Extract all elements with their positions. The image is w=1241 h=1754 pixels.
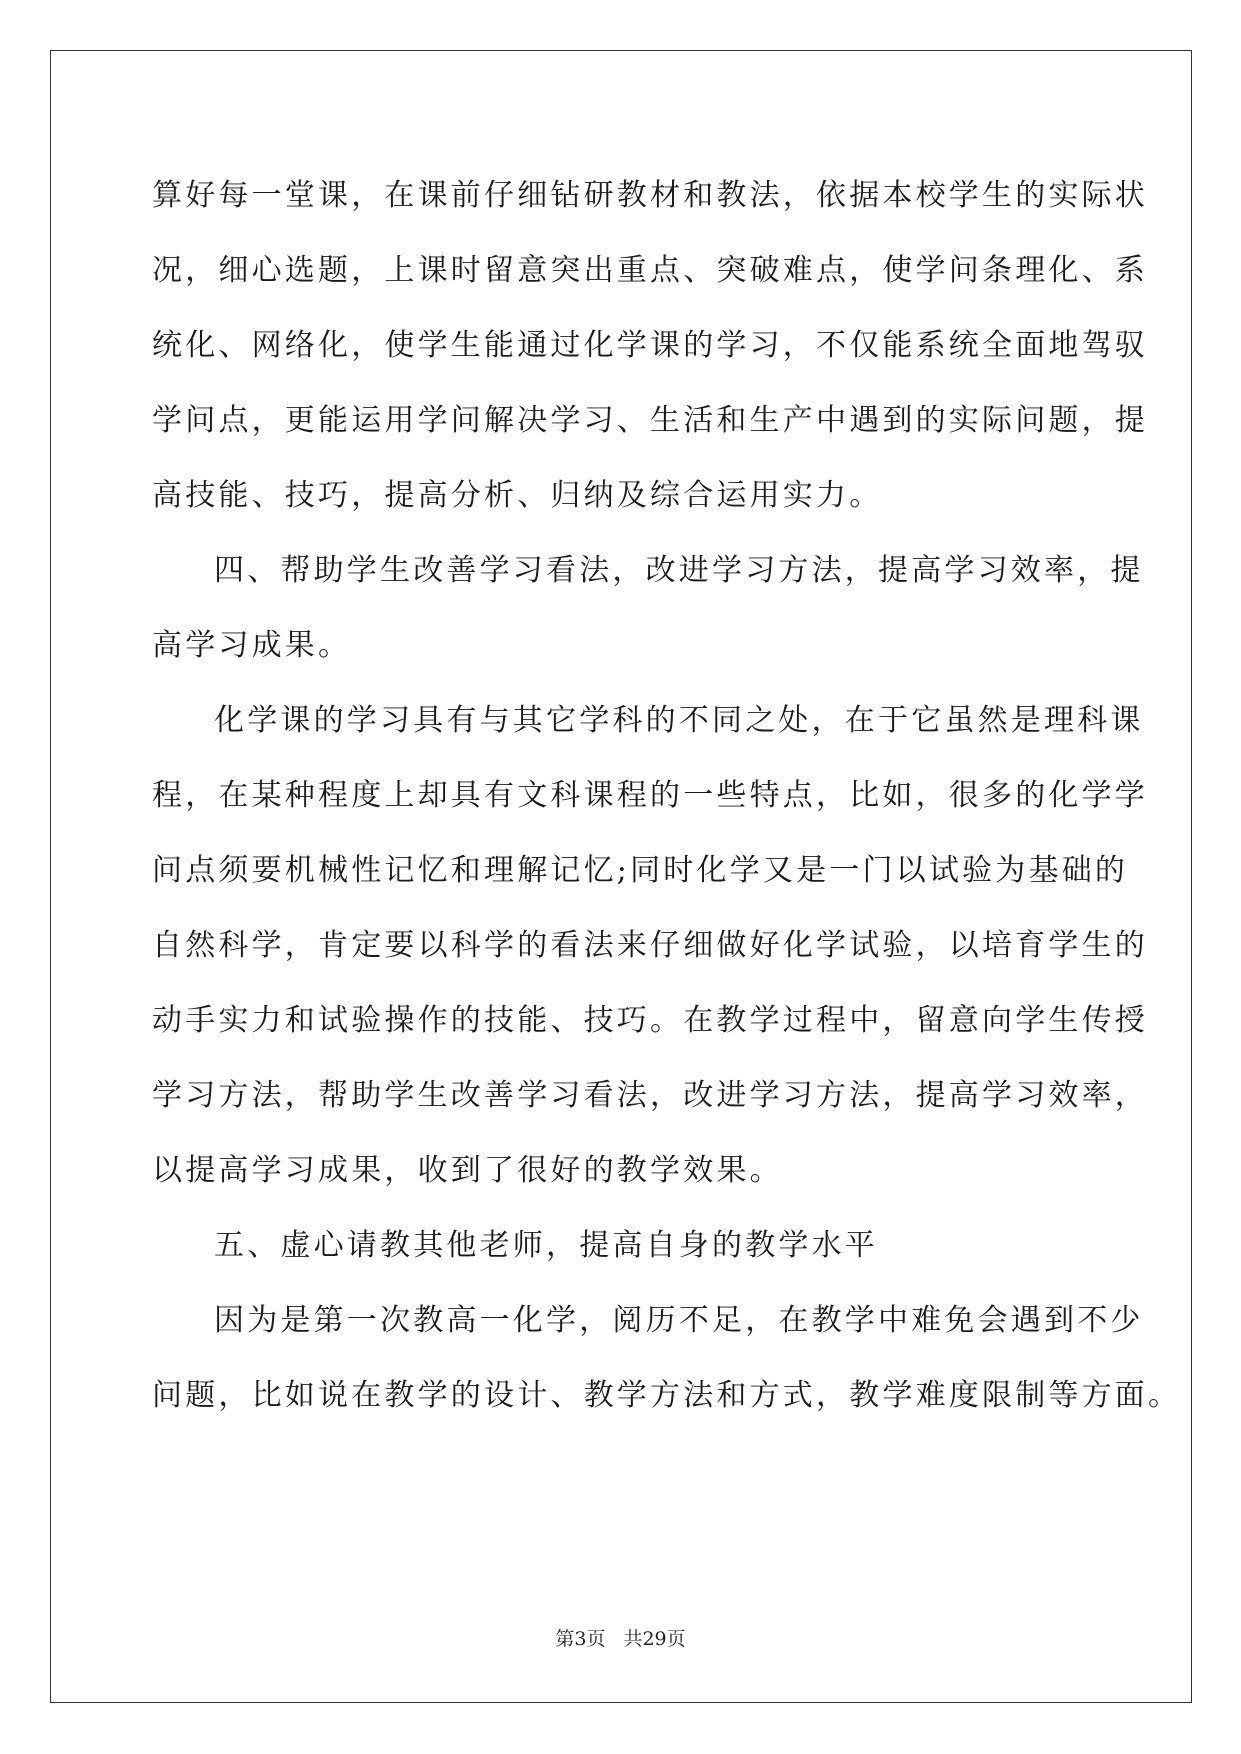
document-body bbox=[152, 158, 1182, 1433]
text-line: 统化、网络化，使学生能通过化学课的学习，不仅能系统全面地驾驭 bbox=[152, 328, 1148, 363]
text-line: 学习方法，帮助学生改善学习看法，改进学习方法，提高学习效率， bbox=[152, 1078, 1148, 1113]
paragraph-start: 化学课的学习具有与其它学科的不同之处，在于它虽然是理科课 bbox=[214, 703, 1144, 738]
text-line: 以提高学习成果，收到了很好的教学效果。 bbox=[152, 1153, 783, 1188]
text-line: 动手实力和试验操作的技能、技巧。在教学过程中，留意向学生传授 bbox=[152, 1003, 1148, 1038]
text-line: 高技能、技巧，提高分析、归纳及综合运用实力。 bbox=[152, 478, 883, 513]
paragraph-start: 因为是第一次教高一化学，阅历不足，在教学中难免会遇到不少 bbox=[214, 1303, 1144, 1338]
text-line: 学问点，更能运用学问解决学习、生活和生产中遇到的实际问题，提 bbox=[152, 403, 1148, 438]
text-line: 高学习成果。 bbox=[152, 628, 352, 663]
text-line: 问点须要机械性记忆和理解记忆;同时化学又是一门以试验为基础的 bbox=[152, 853, 1129, 888]
section-heading-4: 四、帮助学生改善学习看法，改进学习方法，提高学习效率，提 bbox=[214, 553, 1144, 588]
text-line: 况，细心选题，上课时留意突出重点、突破难点，使学问条理化、系 bbox=[152, 253, 1148, 288]
page-total: 共29页 bbox=[623, 1628, 686, 1650]
section-heading-5: 五、虚心请教其他老师，提高自身的教学水平 bbox=[214, 1228, 878, 1263]
page-footer bbox=[0, 1624, 1241, 1651]
text-line: 算好每一堂课，在课前仔细钻研教材和教法，依据本校学生的实际状 bbox=[152, 178, 1148, 213]
page-number: 第3页 bbox=[555, 1628, 606, 1650]
text-line: 问题，比如说在教学的设计、教学方法和方式，教学难度限制等方面。 bbox=[152, 1378, 1182, 1413]
text-line: 自然科学，肯定要以科学的看法来仔细做好化学试验，以培育学生的 bbox=[152, 928, 1148, 963]
text-line: 程，在某种程度上却具有文科课程的一些特点，比如，很多的化学学 bbox=[152, 778, 1148, 813]
